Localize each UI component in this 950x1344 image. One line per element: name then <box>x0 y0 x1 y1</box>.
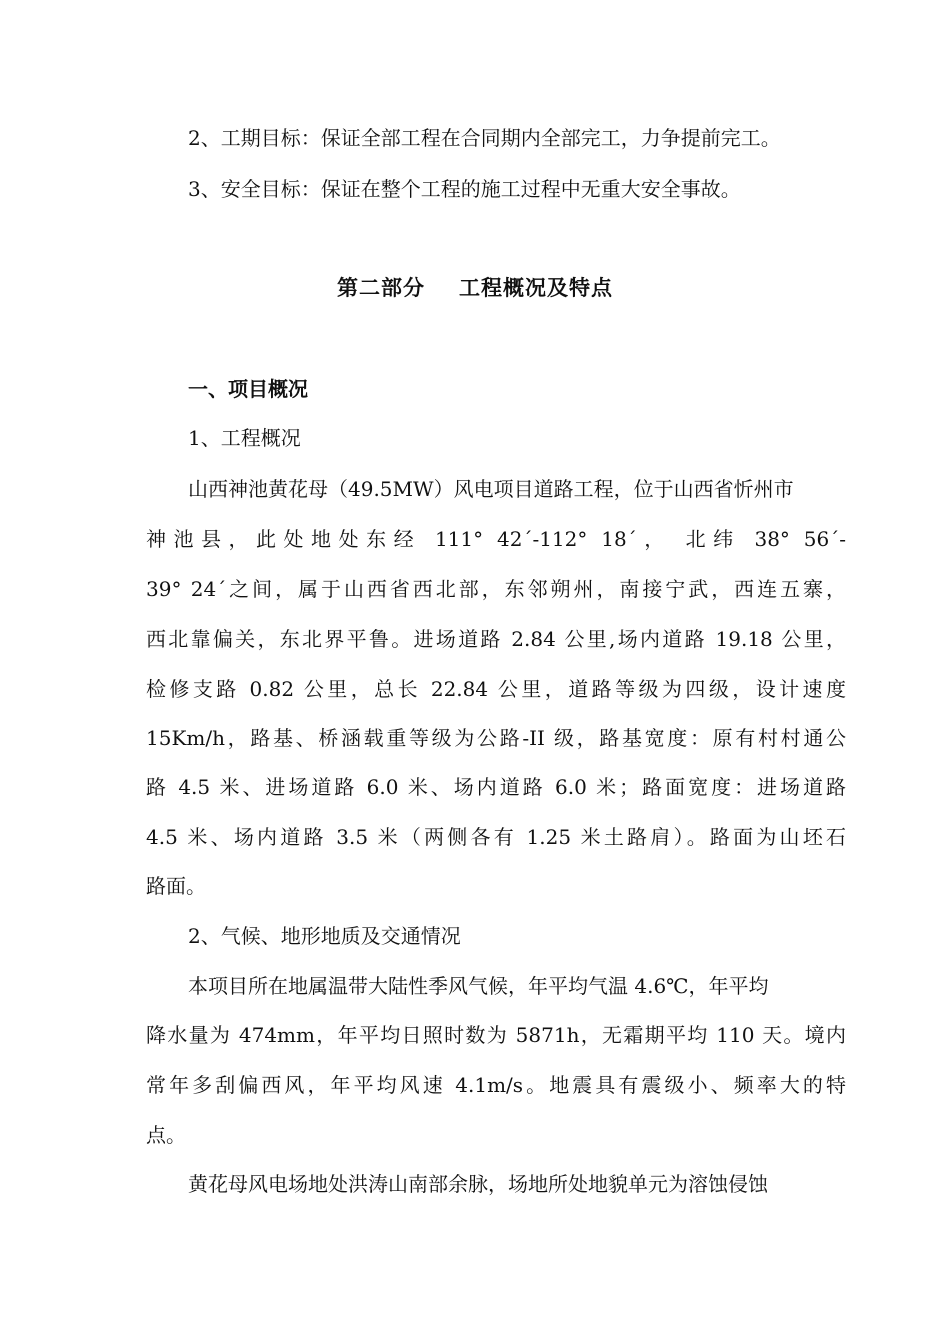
safety-goal-text: 3、安全目标：保证在整个工程的施工过程中无重大安全事故。 <box>188 177 741 201</box>
part-title: 工程概况及特点 <box>459 276 613 300</box>
paragraph-line: 15Km/h，路基、桥涵载重等级为公路-II 级，路基宽度：原有村村通公 <box>146 726 846 750</box>
paragraph-line: 山西神池黄花母（49.5MW）风电项目道路工程，位于山西省忻州市 <box>188 477 794 501</box>
paragraph-line: 本项目所在地属温带大陆性季风气候，年平均气温 4.6℃，年平均 <box>188 974 769 998</box>
paragraph-line: 路 4.5 米、进场道路 6.0 米、场内道路 6.0 米；路面宽度：进场道路 <box>146 775 846 799</box>
climate-subheading: 2、气候、地形地质及交通情况 <box>188 924 461 948</box>
paragraph-line: 黄花母风电场地处洪涛山南部余脉，场地所处地貌单元为溶蚀侵蚀 <box>188 1172 768 1196</box>
paragraph-line: 西北靠偏关，东北界平鲁。进场道路 2.84 公里,场内道路 19.18 公里， <box>146 627 846 651</box>
paragraph-line: 路面。 <box>146 874 206 898</box>
paragraph-line: 39° 24´之间，属于山西省西北部，东邻朔州，南接宁武，西连五寨， <box>146 577 846 601</box>
part-label: 第二部分 <box>337 276 425 300</box>
schedule-goal-text: 2、工期目标：保证全部工程在合同期内全部完工，力争提前完工。 <box>188 126 781 150</box>
paragraph-line: 点。 <box>146 1123 186 1147</box>
engineering-overview-subheading: 1、工程概况 <box>188 426 301 450</box>
paragraph-line: 降水量为 474mm，年平均日照时数为 5871h，无霜期平均 110 天。境内 <box>146 1023 846 1047</box>
paragraph-line: 检修支路 0.82 公里，总长 22.84 公里，道路等级为四级，设计速度 <box>146 677 846 701</box>
paragraph-line: 神池县，此处地处东经 111° 42´-112° 18´， 北纬 38° 56´- <box>146 527 846 551</box>
paragraph-line: 4.5 米、场内道路 3.5 米（两侧各有 1.25 米土路肩）。路面为山坯石 <box>146 825 846 849</box>
part-two-heading <box>0 273 950 303</box>
paragraph-line: 常年多刮偏西风，年平均风速 4.1m/s。地震具有震级小、频率大的特 <box>146 1073 846 1097</box>
project-overview-heading: 一、项目概况 <box>188 377 308 401</box>
